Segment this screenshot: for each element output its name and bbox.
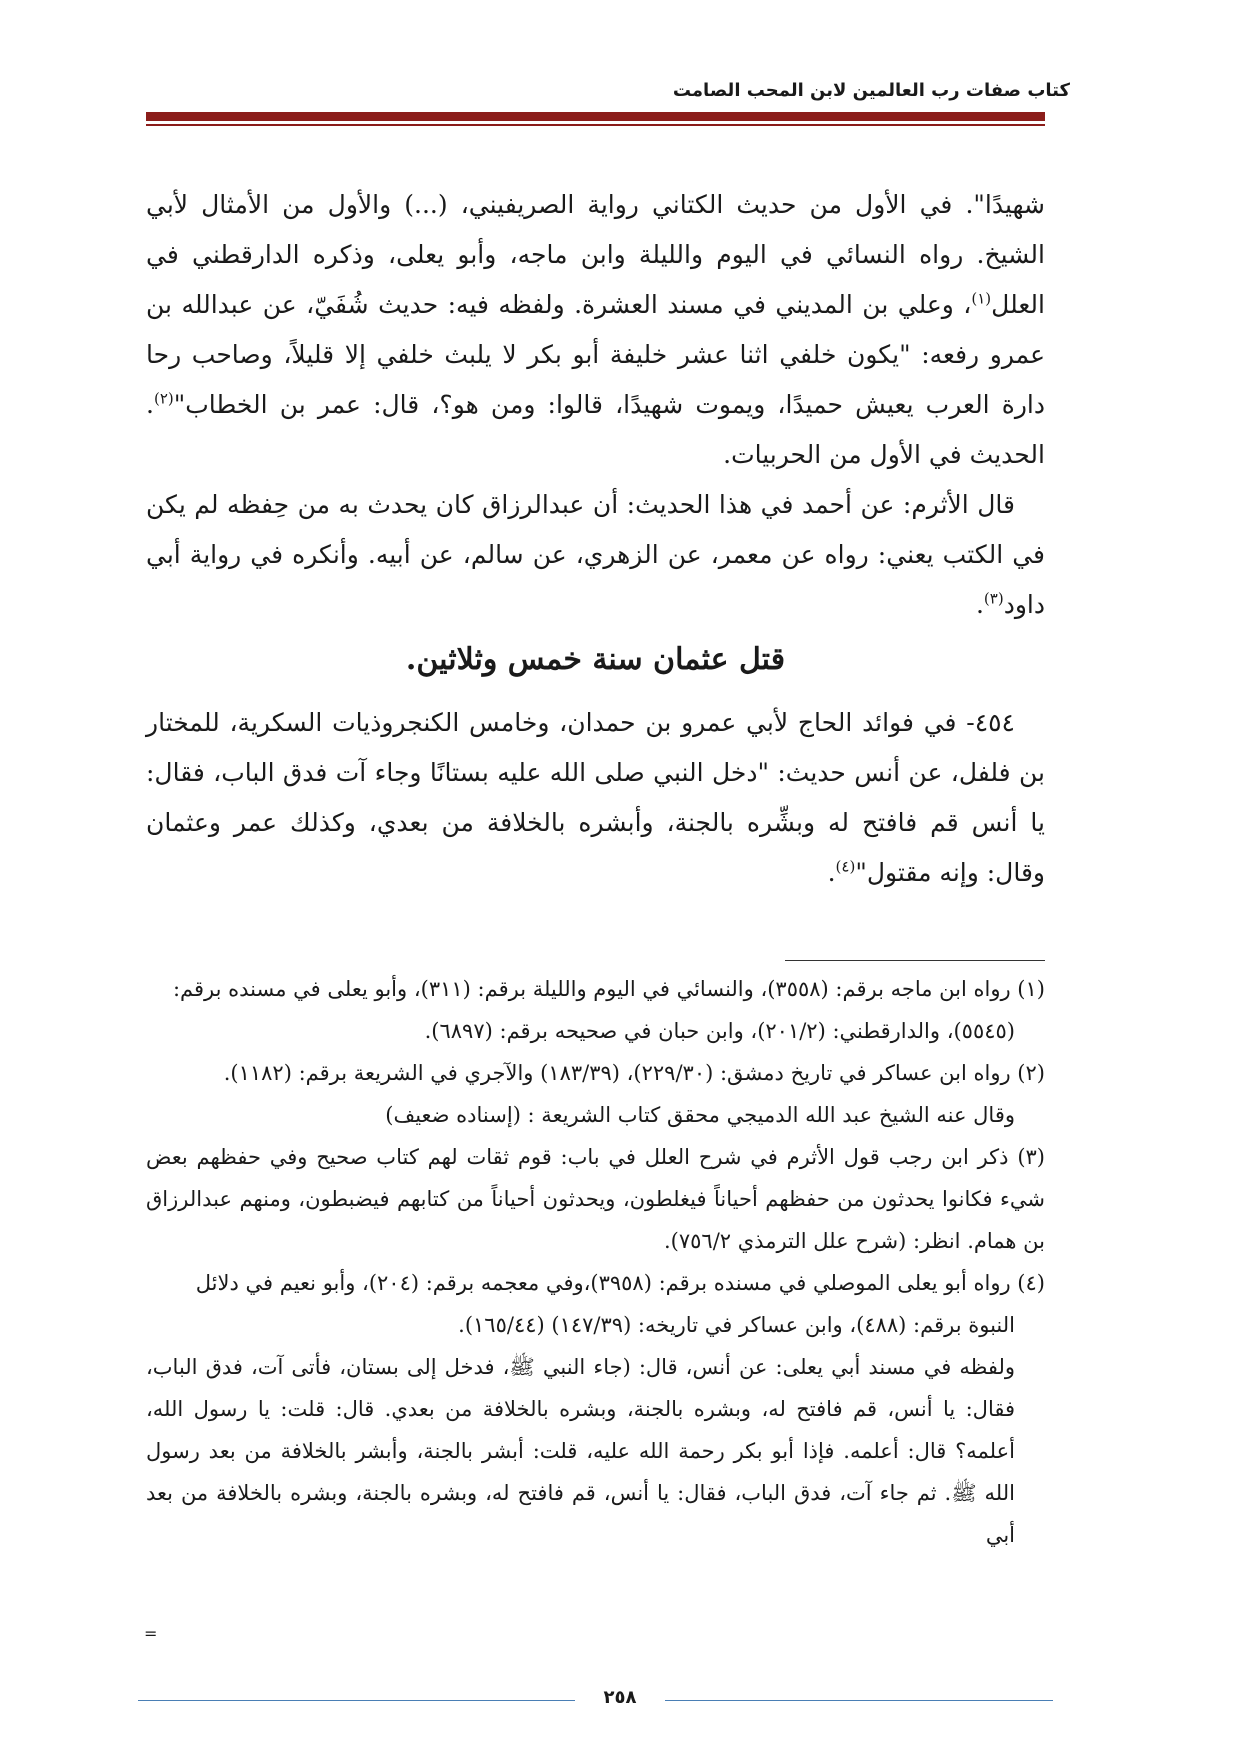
footnote-1-cont: (٥٥٤٥)، والدارقطني: (٢٠١/٢)، وابن حبان في صحيحه برقم: (٦٨٩٧). [424, 1019, 1015, 1043]
footnote-ref-4[interactable]: (٤) [835, 857, 856, 876]
footnote-3: (٣) ذكر ابن رجب قول الأثرم في شرح العلل في باب: قوم ثقات لهم كتاب صحيح وفي حفظهم بعض شيء فكانوا يحدثون من حفظهم أحياناً فيغلطون، ويحدثون أحياناً من كتابهم فيضبطون، ومنهم عبدالرزاق بن همام. انظر: (شرح علل الترمذي ٧٥٦/٢). [146, 1145, 1045, 1253]
footnotes [146, 968, 1045, 1556]
paragraph-454: ٤٥٤- في فوائد الحاج لأبي عمرو بن حمدان، وخامس الكنجروذيات السكرية، للمختار بن فلفل، عن أنس حديث: "دخل النبي صلى الله عليه بستانًا وجاء آت فدق الباب، فقال: يا أنس قم فافتح له وبشِّره بالجنة، وأبشره بالخلافة من بعدي، وكذلك عمر وعثمان وقال: وإنه مقتول"$^{(٤)}$. [146, 708, 1045, 887]
footnote-ref-2[interactable]: (٢) [153, 389, 174, 408]
section-text [146, 698, 1045, 898]
footnote-separator [785, 960, 1045, 961]
paragraph-2: قال الأثرم: عن أحمد في هذا الحديث: أن عبدالرزاق كان يحدث به من حِفظه لم يكن في الكتب يعني: رواه عن معمر، عن الزهري، عن سالم، عن أبيه. وأنكره في رواية أبي داود$^{(٣)}$. [146, 490, 1045, 619]
footnote-4-text: ولفظه في مسند أبي يعلى: عن أنس، قال: (جاء النبي ﷺ، فدخل إلى بستان، فأتى آت، فدق الباب، فقال: يا أنس، قم فافتح له، وبشره بالجنة، وبشره بالخلافة من بعدي. قال: قلت: يا رسول الله، أعلمه؟ قال: أعلمه. فإذا أبو بكر رحمة الله عليه، قلت: أبشر بالجنة، وأبشر بالخلافة من بعد رسول الله ﷺ. ثم جاء آت، فدق الباب، فقال: يا أنس، قم فافتح له، وبشره بالجنة، وبشره بالخلافة من بعد أبي [146, 1355, 1015, 1547]
footnote-4-cont: النبوة برقم: (٤٨٨)، وابن عساكر في تاريخه: (١٤٧/٣٩) (١٦٥/٤٤). [458, 1313, 1015, 1337]
footnote-2-cont: وقال عنه الشيخ عبد الله الدميجي محقق كتاب الشريعة : (إسناده ضعيف) [385, 1103, 1015, 1127]
page-number: ٢٥٨ [575, 1687, 665, 1708]
main-text [146, 180, 1045, 630]
header-rule-thick [146, 112, 1045, 121]
section-heading: قتل عثمان سنة خمس وثلاثين. [405, 642, 786, 677]
footnote-2: (٢) رواه ابن عساكر في تاريخ دمشق: (٢٢٩/٣٠)، (١٨٣/٣٩) والآجري في الشريعة برقم: (١١٨٢). [223, 1061, 1045, 1085]
footnote-ref-3[interactable]: (٣) [983, 589, 1004, 608]
footnote-ref-1[interactable]: (١) [971, 289, 992, 308]
paragraph-1: شهيدًا". في الأول من حديث الكتاني رواية الصريفيني، (...) والأول من الأمثال لأبي الشيخ. رواه النسائي في اليوم والليلة وابن ماجه، وأبو يعلى، وذكره الدارقطني في العلل$^{(١)}$، وعلي بن المديني في مسند العشرة. ولفظه فيه: حديث شُفَيّ، عن عبدالله بن عمرو رفعه: "يكون خلفي اثنا عشر خليفة أبو بكر لا يلبث خلفي إلا قليلاً، وصاحب رحا دارة العرب يعيش حميدًا، ويموت شهيدًا، قالوا: ومن هو؟، قال: عمر بن الخطاب"$^{(٢)}$. الحديث في الأول من الحربيات. [146, 190, 1045, 469]
header-rule-thin [146, 124, 1045, 126]
book-title: كتاب صفات رب العالمين لابن المحب الصامت [672, 80, 1070, 101]
footnote-1: (١) رواه ابن ماجه برقم: (٣٥٥٨)، والنسائي في اليوم والليلة برقم: (٣١١)، وأبو يعلى في مسنده برقم: [172, 977, 1045, 1001]
continuation-mark: = [144, 1624, 158, 1643]
footnote-4: (٤) رواه أبو يعلى الموصلي في مسنده برقم: (٣٩٥٨)،وفي معجمه برقم: (٢٠٤)، وأبو نعيم في دلائل [195, 1271, 1045, 1295]
